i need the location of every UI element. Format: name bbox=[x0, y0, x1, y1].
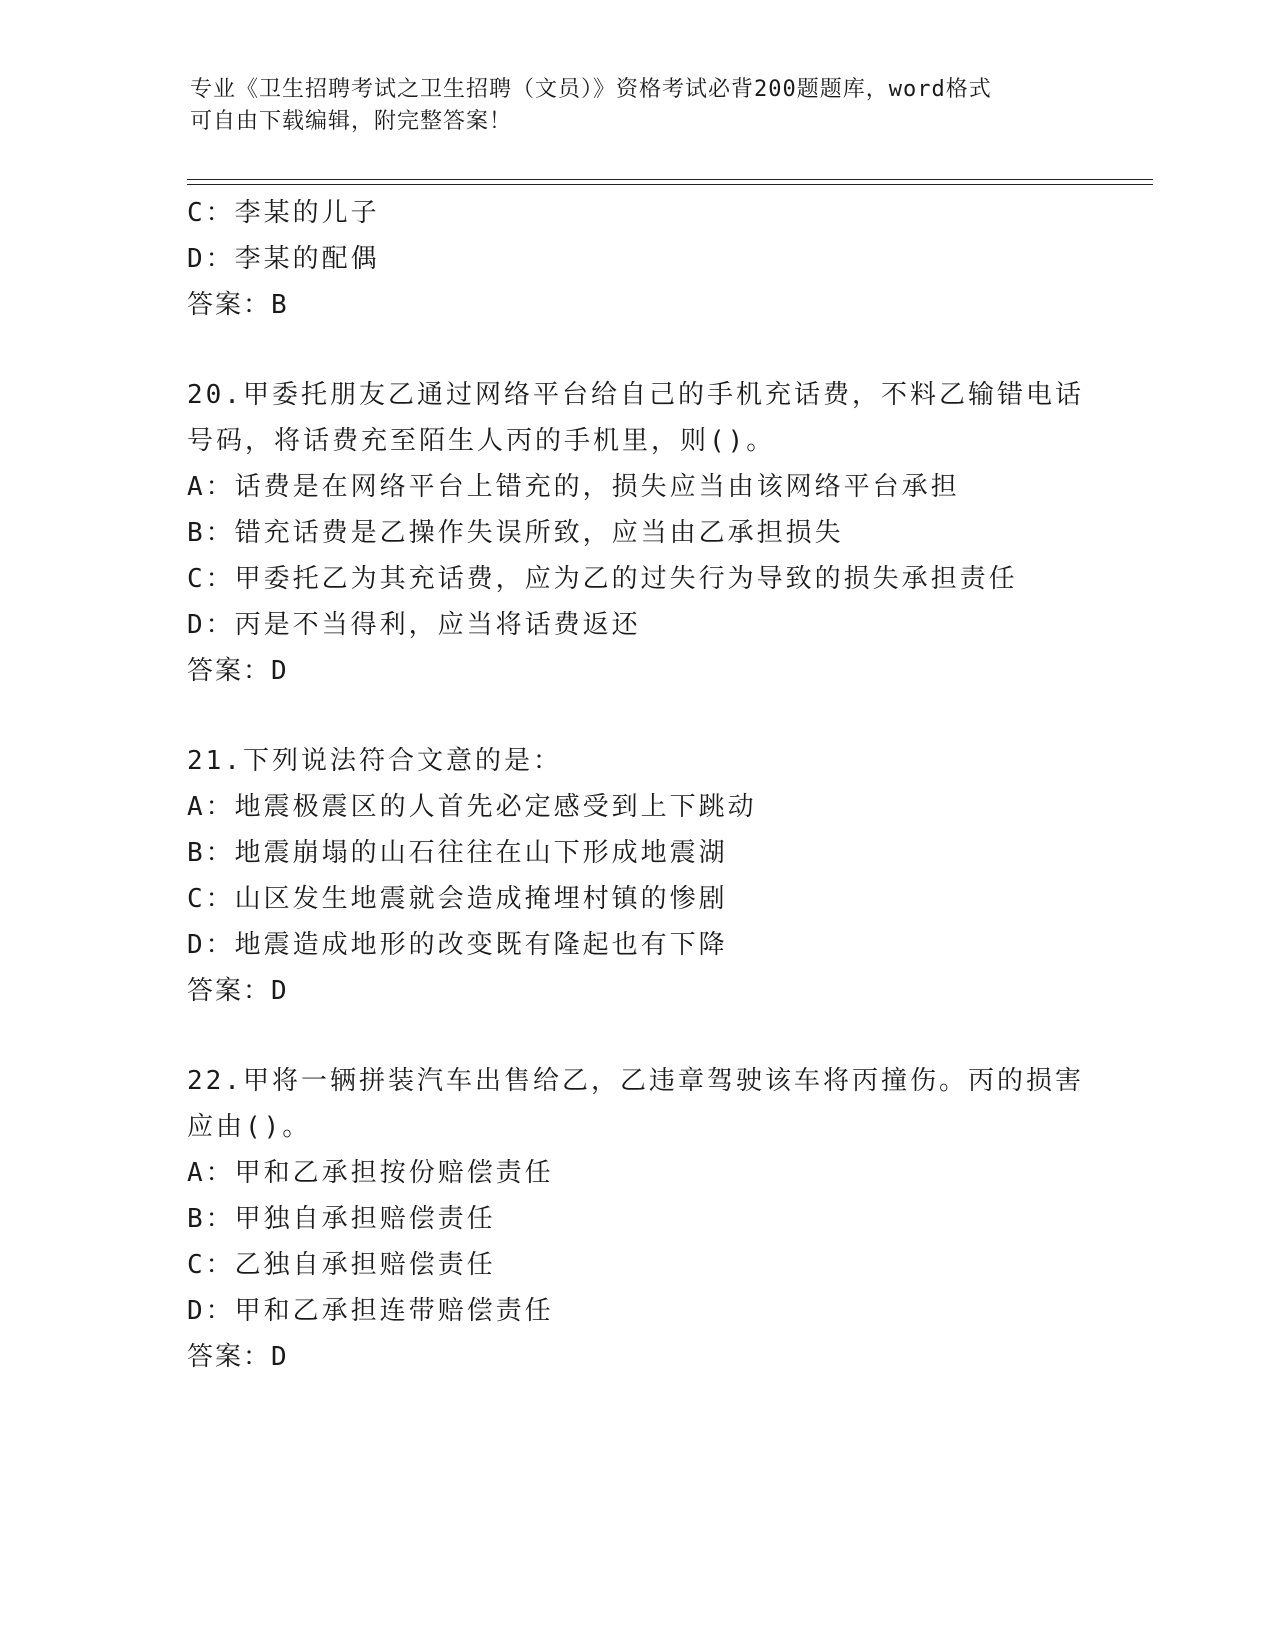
option-c: C：乙独自承担赔偿责任 bbox=[187, 1250, 496, 1280]
option-b: B：错充话费是乙操作失误所致，应当由乙承担损失 bbox=[187, 518, 844, 548]
option-b: B：甲独自承担赔偿责任 bbox=[187, 1204, 496, 1234]
option-d: D：地震造成地形的改变既有隆起也有下降 bbox=[187, 930, 728, 960]
question-21 bbox=[187, 738, 1127, 1014]
header-rule-top bbox=[187, 179, 1153, 180]
answer-line: 答案：D bbox=[187, 656, 289, 686]
question-19-tail bbox=[187, 190, 1127, 328]
question-22 bbox=[187, 1058, 1127, 1380]
question-stem: 号码，将话费充至陌生人丙的手机里，则()。 bbox=[187, 426, 776, 456]
header-line-2: 可自由下载编辑，附完整答案！ bbox=[190, 109, 513, 134]
option-d: D：李某的配偶 bbox=[187, 244, 380, 274]
option-a: A：地震极震区的人首先必定感受到上下跳动 bbox=[187, 792, 757, 822]
option-a: A：甲和乙承担按份赔偿责任 bbox=[187, 1158, 554, 1188]
question-20 bbox=[187, 372, 1127, 694]
answer-line: 答案：D bbox=[187, 1342, 289, 1372]
option-c: C：甲委托乙为其充话费，应为乙的过失行为导致的损失承担责任 bbox=[187, 564, 1018, 594]
question-stem: 21.下列说法符合文意的是： bbox=[187, 746, 562, 776]
question-stem: 应由()。 bbox=[187, 1112, 312, 1142]
header-line-1: 专业《卫生招聘考试之卫生招聘（文员）》资格考试必背200题题库，word格式 bbox=[190, 77, 992, 102]
page-header bbox=[190, 74, 1090, 138]
answer-line: 答案：B bbox=[187, 290, 289, 320]
option-c: C：山区发生地震就会造成掩埋村镇的惨剧 bbox=[187, 884, 728, 914]
option-d: D：甲和乙承担连带赔偿责任 bbox=[187, 1296, 554, 1326]
question-stem: 20.甲委托朋友乙通过网络平台给自己的手机充话费，不料乙输错电话 bbox=[187, 380, 1084, 410]
question-stem: 22.甲将一辆拼装汽车出售给乙，乙违章驾驶该车将丙撞伤。丙的损害 bbox=[187, 1066, 1084, 1096]
header-rule-bottom bbox=[187, 184, 1153, 185]
question-content bbox=[187, 190, 1127, 1380]
option-c: C：李某的儿子 bbox=[187, 198, 380, 228]
answer-line: 答案：D bbox=[187, 976, 289, 1006]
option-d: D：丙是不当得利，应当将话费返还 bbox=[187, 610, 641, 640]
option-b: B：地震崩塌的山石往往在山下形成地震湖 bbox=[187, 838, 728, 868]
option-a: A：话费是在网络平台上错充的，损失应当由该网络平台承担 bbox=[187, 472, 960, 502]
